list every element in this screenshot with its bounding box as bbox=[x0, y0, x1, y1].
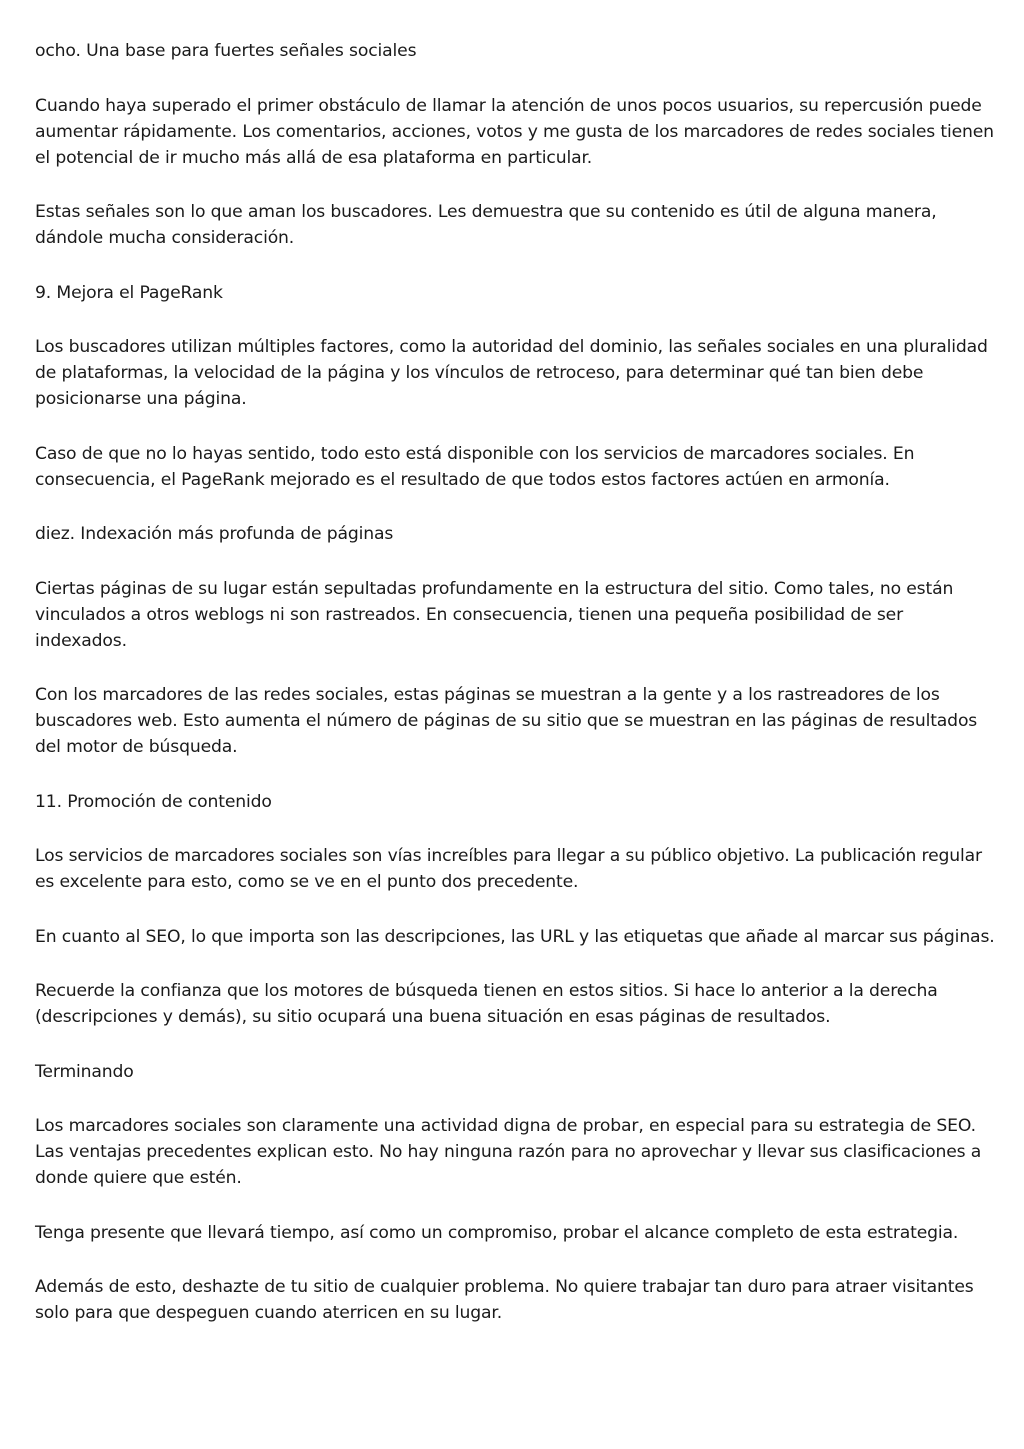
paragraph: Cuando haya superado el primer obstáculo de llamar la atención de unos pocos usuarios, su repercusión puede aumentar rápidamente. Los comentarios, acciones, votos y me gusta de los marcadores de redes sociales tienen el potencial de ir mucho más allá de esa plataforma en particular. bbox=[35, 95, 994, 168]
paragraph: Estas señales son lo que aman los buscadores. Les demuestra que su contenido es útil de alguna manera, dándole mucha consideración. bbox=[35, 202, 937, 248]
heading-9: 9. Mejora el PageRank bbox=[35, 282, 223, 303]
paragraph: Caso de que no lo hayas sentido, todo esto está disponible con los servicios de marcadores sociales. En consecuencia, el PageRank mejorado es el resultado de que todos estos factores actúen en armonía. bbox=[35, 443, 915, 490]
paragraph: En cuanto al SEO, lo que importa son las descripciones, las URL y las etiquetas que añade al marcar sus páginas. bbox=[35, 926, 995, 947]
paragraph: Ciertas páginas de su lugar están sepultadas profundamente en la estructura del sitio. Como tales, no están vinculados a otros weblogs ni son rastreados. En consecuencia, tienen una pequeña posibilidad de ser indexados. bbox=[35, 578, 954, 651]
paragraph: Tenga presente que llevará tiempo, así como un compromiso, probar el alcance completo de esta estrategia. bbox=[35, 1222, 959, 1243]
paragraph: Además de esto, deshazte de tu sitio de cualquier problema. No quiere trabajar tan duro para atraer visitantes solo para que despeguen cuando aterricen en su lugar. bbox=[35, 1277, 974, 1323]
paragraph: Los buscadores utilizan múltiples factores, como la autoridad del dominio, las señales sociales en una pluralidad de plataformas, la velocidad de la página y los vínculos de retroceso, para determinar qué tan bien debe posicionarse una página. bbox=[35, 337, 988, 409]
paragraph: Recuerde la confianza que los motores de búsqueda tienen en estos sitios. Si hace lo anterior a la derecha (descripciones y demás), su sitio ocupará una buena situación en esas páginas de resultados. bbox=[35, 981, 938, 1027]
paragraph: Los marcadores sociales son claramente una actividad digna de probar, en especial para su estrategia de SEO. Las ventajas precedentes explican esto. No hay ninguna razón para no aprovechar y llevar sus clasificaciones a donde quiere que estén. bbox=[35, 1116, 982, 1188]
paragraph: Los servicios de marcadores sociales son vías increíbles para llegar a su público objetivo. La publicación regular es excelente para esto, como se ve en el punto dos precedente. bbox=[35, 846, 982, 892]
heading-10: diez. Indexación más profunda de páginas bbox=[35, 524, 394, 544]
paragraph: Con los marcadores de las redes sociales, estas páginas se muestran a la gente y a los rastreadores de los buscadores web. Esto aumenta el número de páginas de su sitio que se muestran en las páginas de resultados del motor de búsqueda. bbox=[35, 685, 978, 757]
heading-8: ocho. Una base para fuertes señales sociales bbox=[35, 41, 417, 61]
heading-11: 11. Promoción de contenido bbox=[35, 791, 272, 812]
document-page bbox=[35, 38, 995, 1355]
heading-conclusion: Terminando bbox=[35, 1061, 134, 1082]
